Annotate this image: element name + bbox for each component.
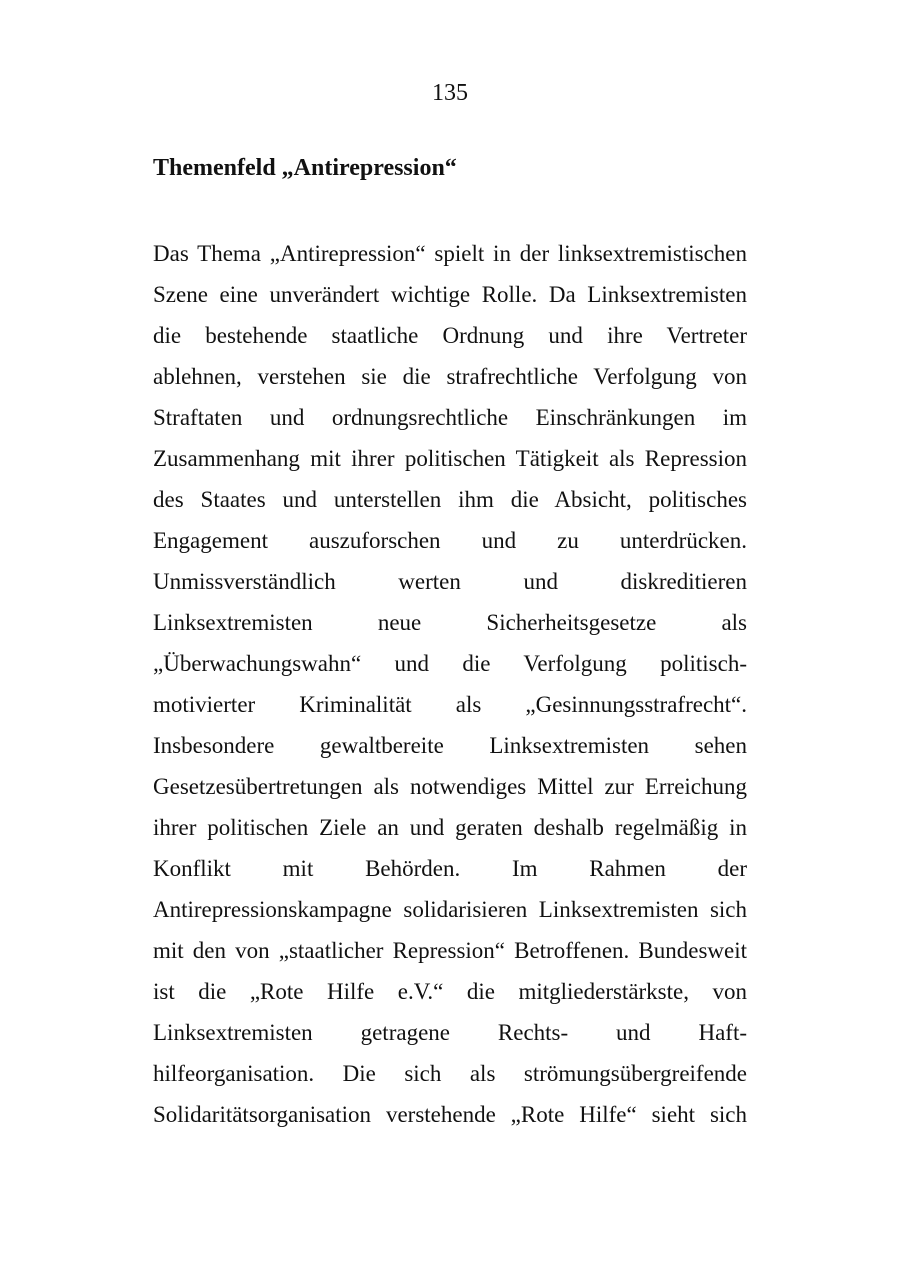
text-line: hilfeorganisation. Die sich als strömungsübergreifende [153, 1061, 747, 1086]
text-line: mit den von „staatlicher Repression“ Betroffenen. Bundesweit [153, 938, 747, 963]
text-line: Solidaritätsorganisation verstehende „Rote Hilfe“ sieht sich [153, 1102, 747, 1127]
text-line: Gesetzesübertretungen als notwendiges Mittel zur Erreichung [153, 774, 747, 799]
text-line: Linksextremisten neue Sicherheitsgesetze als [153, 610, 747, 635]
text-line: ihrer politischen Ziele an und geraten deshalb regelmäßig in [153, 815, 747, 840]
text-line: Antirepressionskampagne solidarisieren Linksextremisten sich [153, 897, 747, 922]
text-line: Unmissverständlich werten und diskreditieren [153, 569, 747, 594]
text-line: Szene eine unverändert wichtige Rolle. Da Linksextremisten [153, 282, 747, 307]
text-line: Insbesondere gewaltbereite Linksextremisten sehen [153, 733, 747, 758]
section-heading: Themenfeld „Antirepression“ [153, 155, 457, 181]
text-line: Engagement auszuforschen und zu unterdrücken. [153, 528, 747, 553]
text-line: ist die „Rote Hilfe e.V.“ die mitgliederstärkste, von [153, 979, 747, 1004]
body-text [153, 233, 747, 1135]
text-line: motivierter Kriminalität als „Gesinnungsstrafrecht“. [153, 692, 747, 717]
page-number: 135 [432, 80, 468, 106]
text-line: ablehnen, verstehen sie die strafrechtliche Verfolgung von [153, 364, 747, 389]
text-line: Zusammenhang mit ihrer politischen Tätigkeit als Repression [153, 446, 747, 471]
text-line: des Staates und unterstellen ihm die Absicht, politisches [153, 487, 747, 512]
text-line: „Überwachungswahn“ und die Verfolgung politisch- [153, 651, 747, 676]
text-line: Konflikt mit Behörden. Im Rahmen der [153, 856, 747, 881]
text-line: die bestehende staatliche Ordnung und ihre Vertreter [153, 323, 747, 348]
text-line: Straftaten und ordnungsrechtliche Einschränkungen im [153, 405, 747, 430]
text-line: Linksextremisten getragene Rechts- und Haft- [153, 1020, 747, 1045]
text-line: Das Thema „Antirepression“ spielt in der linksextremistischen [153, 241, 747, 266]
